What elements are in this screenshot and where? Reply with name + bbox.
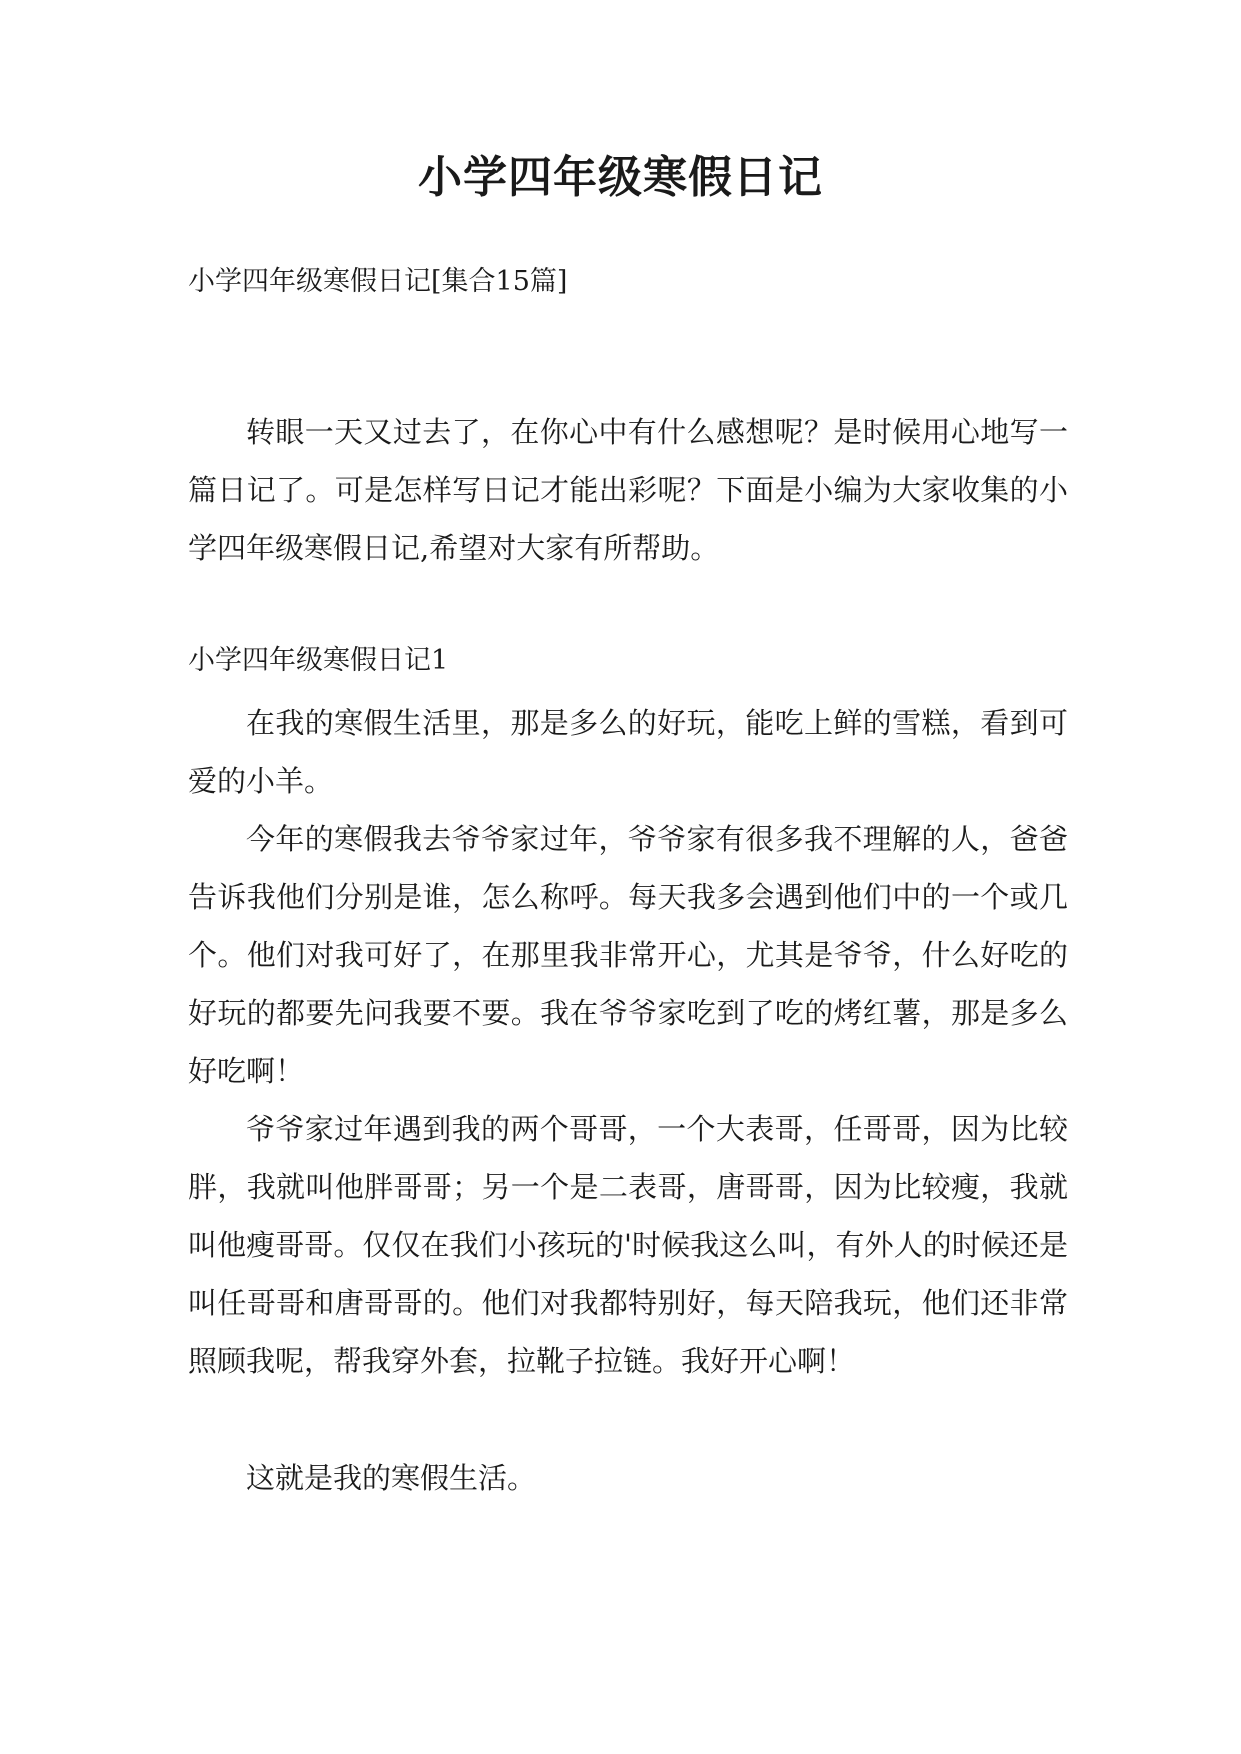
body-paragraph: 今年的寒假我去爷爷家过年，爷爷家有很多我不理解的人，爸爸告诉我他们分别是谁，怎么称呼。每天我多会遇到他们中的一个或几个。他们对我可好了，在那里我非常开心，尤其是爷爷，什么好吃的好玩的都要先问我要不要。我在爷爷家吃到了吃的烤红薯，那是多么好吃啊！ <box>188 822 1068 1088</box>
body-paragraph: 爷爷家过年遇到我的两个哥哥，一个大表哥，任哥哥，因为比较胖，我就叫他胖哥哥；另一个是二表哥，唐哥哥，因为比较瘦，我就叫他瘦哥哥。仅仅在我们小孩玩的'时候我这么叫，有外人的时候还是叫任哥哥和唐哥哥的。他们对我都特别好，每天陪我玩，他们还非常照顾我呢，帮我穿外套，拉靴子拉链。我好开心啊！ <box>188 1112 1068 1378</box>
body-paragraph: 这就是我的寒假生活。 <box>246 1461 537 1495</box>
entry-heading: 小学四年级寒假日记1 <box>188 645 449 676</box>
document-title: 小学四年级寒假日记 <box>418 152 823 203</box>
document-subtitle: 小学四年级寒假日记[集合15篇] <box>188 266 568 297</box>
body-paragraph: 在我的寒假生活里，那是多么的好玩，能吃上鲜的雪糕，看到可爱的小羊。 <box>188 706 1068 798</box>
intro-paragraph: 转眼一天又过去了，在你心中有什么感想呢？是时候用心地写一篇日记了。可是怎样写日记才能出彩呢？下面是小编为大家收集的小学四年级寒假日记,希望对大家有所帮助。 <box>188 415 1068 565</box>
